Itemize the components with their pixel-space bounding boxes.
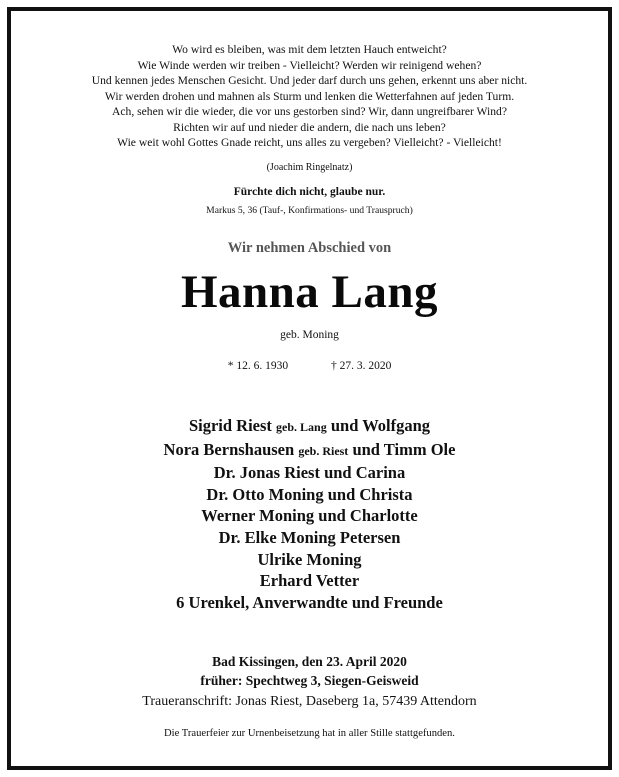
deceased-name: Hanna Lang <box>180 266 439 318</box>
motto-reference: Markus 5, 36 (Tauf-, Konfirmations- und Trauspruch) <box>206 205 413 216</box>
mourner-line: 6 Urenkel, Anverwandte und Freunde <box>176 592 443 612</box>
obituary-frame <box>7 7 612 770</box>
farewell-intro: Wir nehmen Abschied von <box>227 240 392 256</box>
mourner-line: Werner Moning und Charlotte <box>201 506 418 526</box>
mourning-address: Traueranschrift: Jonas Riest, Daseberg 1a, 57439 Attendorn <box>142 694 477 709</box>
motto-verse: Fürchte dich nicht, glaube nur. <box>233 186 386 198</box>
former-address: früher: Spechtweg 3, Siegen-Geisweid <box>200 673 419 688</box>
poem-line: Wir werden drohen und mahnen als Sturm und lenken die Wetterfahnen auf jeden Turm. <box>104 89 515 103</box>
mourner-line: Ulrike Moning <box>257 549 362 569</box>
poem-line: Wie Winde werden wir treiben - Vielleicht? Werden wir reinigend wehen? <box>137 58 482 72</box>
mourner-line: Dr. Jonas Riest und Carina <box>213 463 406 483</box>
place-date-block <box>11 652 608 690</box>
poem-author: (Joachim Ringelnatz) <box>266 162 353 173</box>
mourner-line: Dr. Otto Moning und Christa <box>206 484 413 504</box>
poem <box>11 42 608 151</box>
poem-line: Richten wir auf und nieder die andern, die nach uns leben? <box>173 120 446 134</box>
poem-line: Wo wird es bleiben, was mit dem letzten Hauch entweicht? <box>172 43 447 56</box>
death-date: † 27. 3. 2020 <box>330 360 392 372</box>
birth-name: geb. Moning <box>280 329 339 341</box>
place-date: Bad Kissingen, den 23. April 2020 <box>212 654 407 669</box>
mourner-line: Erhard Vetter <box>259 571 360 591</box>
life-dates <box>11 360 608 372</box>
mourner-line: Nora Bernshausen geb. Riest und Timm Ole <box>163 439 456 459</box>
birth-date: * 12. 6. 1930 <box>227 360 289 372</box>
ceremony-note: Die Trauerfeier zur Urnenbeisetzung hat in aller Stille stattgefunden. <box>164 728 455 739</box>
poem-line: Wie weit wohl Gottes Gnade reicht, uns alles zu vergeben? Vielleicht? - Vielleicht! <box>117 136 502 149</box>
mourners-list <box>11 415 608 613</box>
mourner-line: Sigrid Riest geb. Lang und Wolfgang <box>188 416 431 435</box>
mourner-line: Dr. Elke Moning Petersen <box>218 527 401 547</box>
poem-line: Ach, sehen wir die wieder, die vor uns gestorben sind? Wir, dann ungreifbarer Wind? <box>112 105 507 118</box>
poem-line: Und kennen jedes Menschen Gesicht. Und jeder darf durch uns gehen, erkennt uns aber nicht. <box>91 74 528 87</box>
